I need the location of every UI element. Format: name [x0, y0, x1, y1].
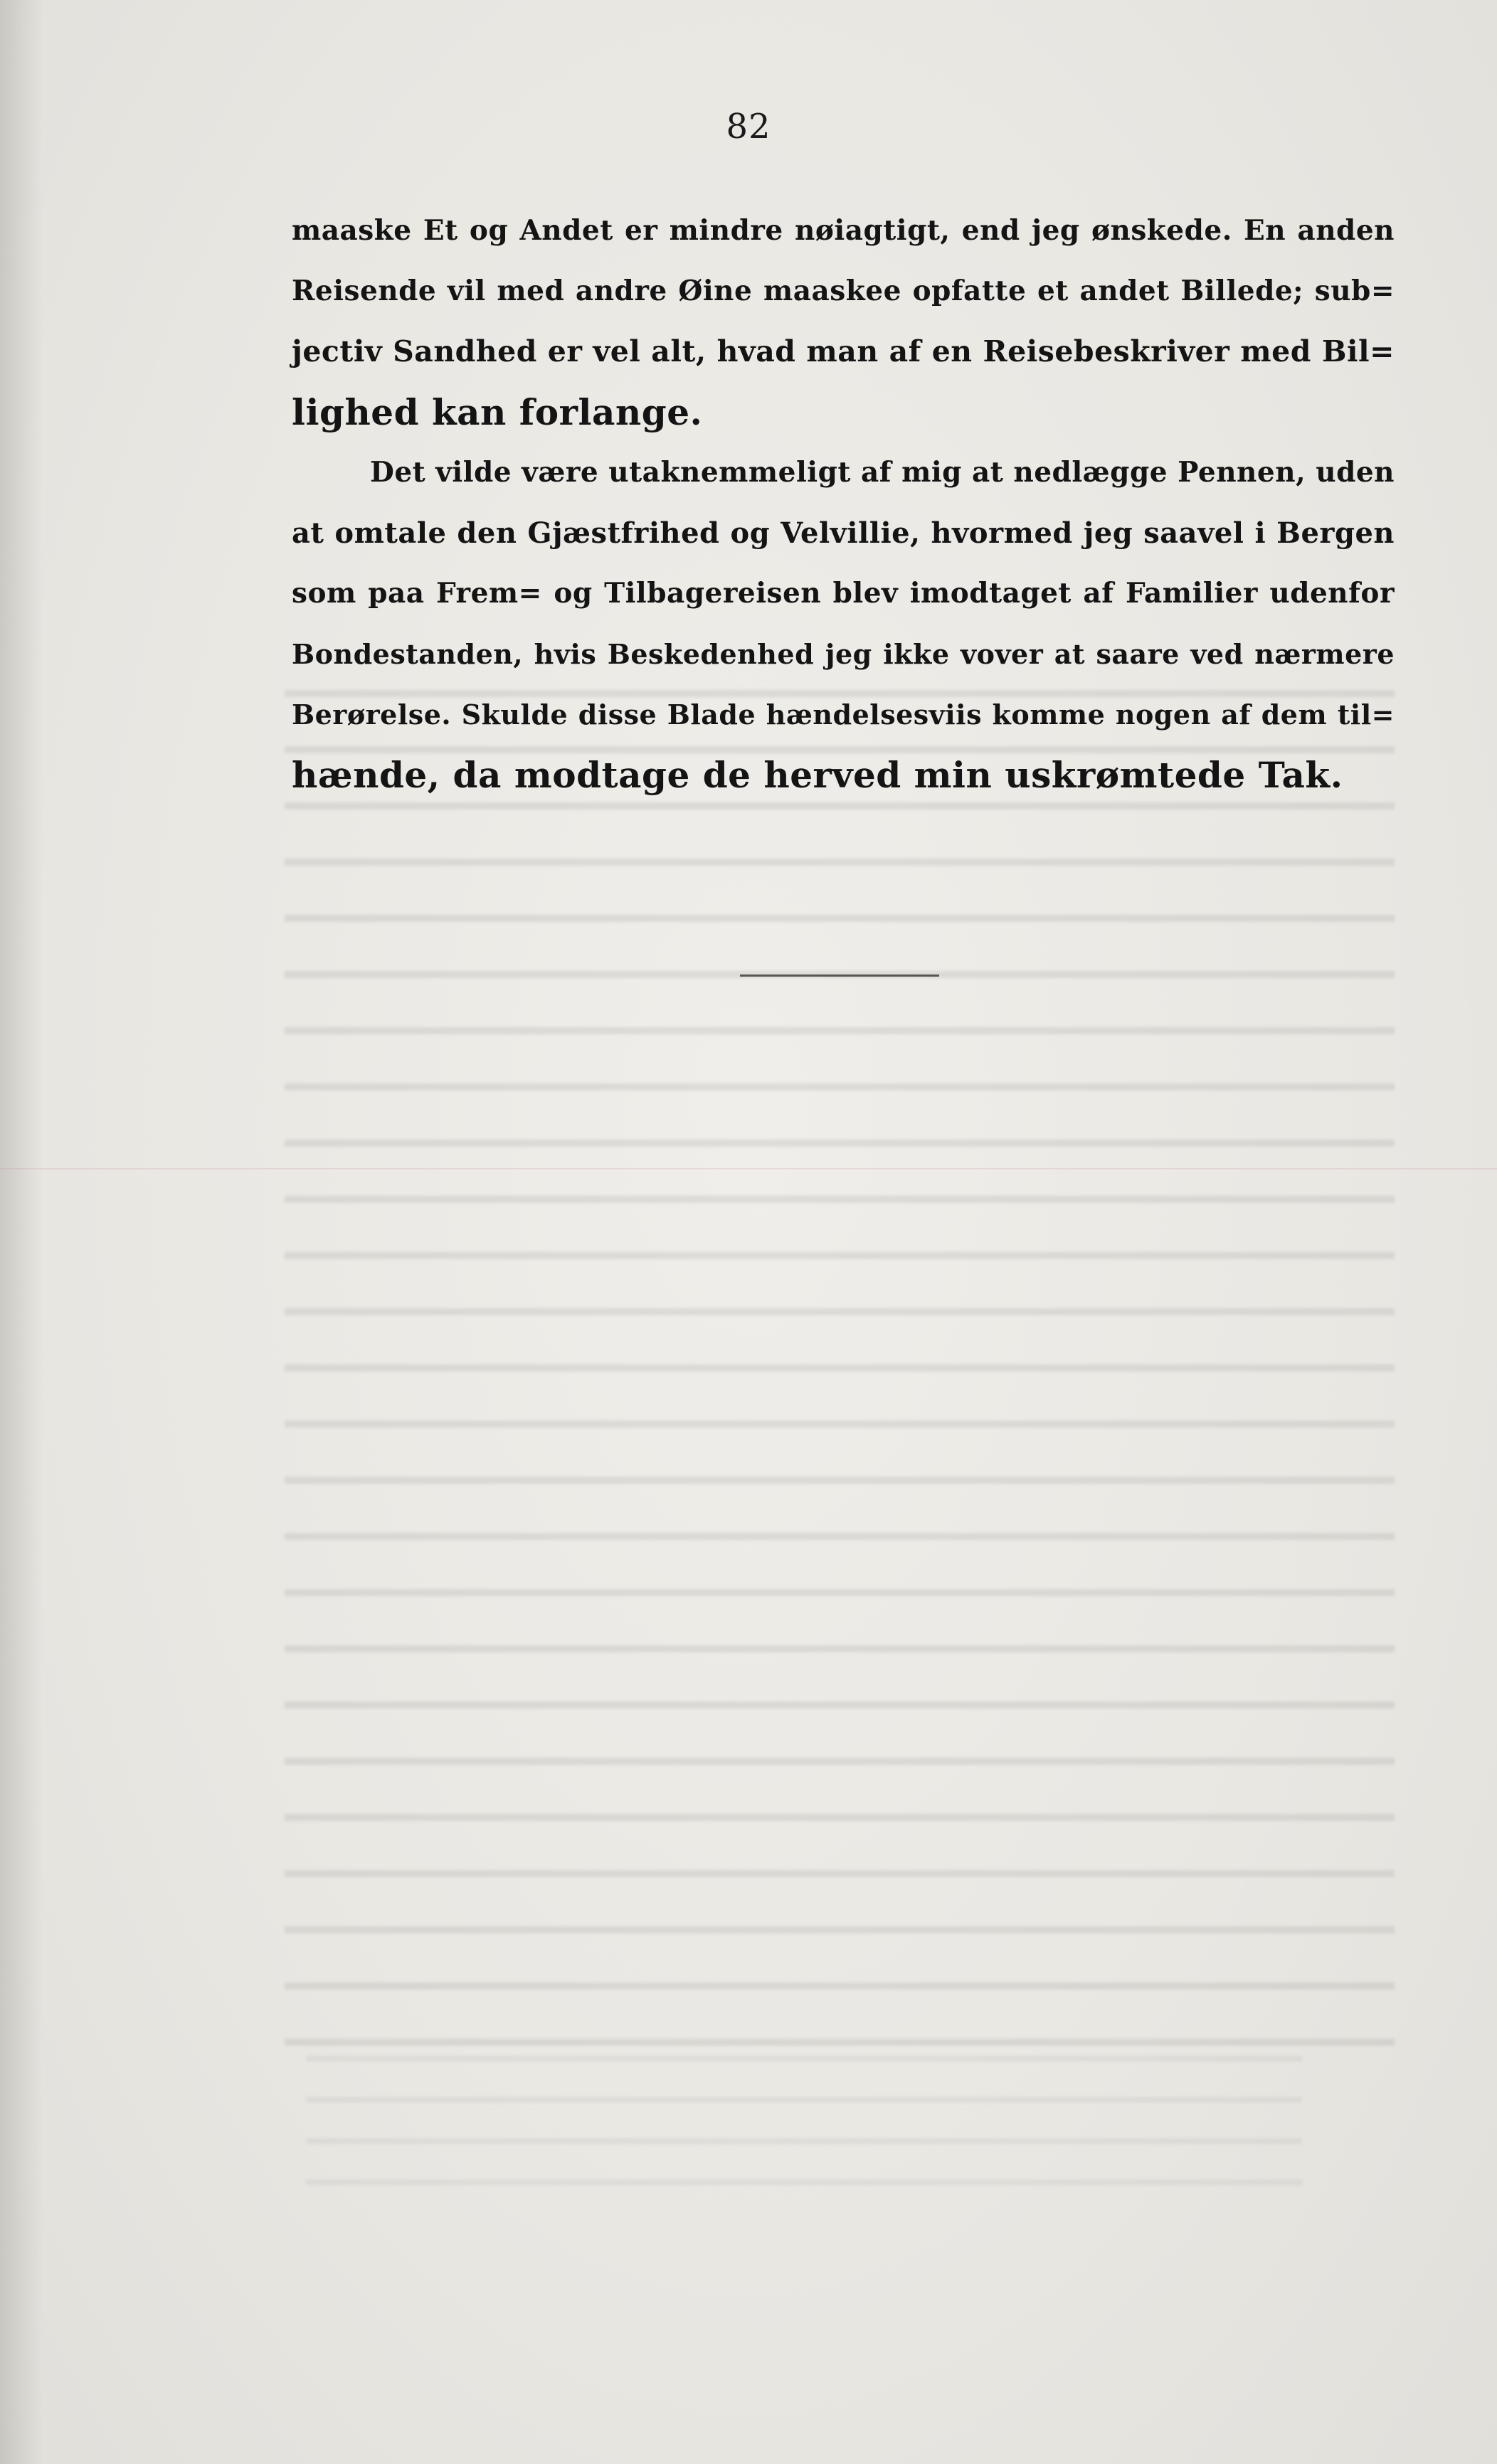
- body-text: [292, 201, 1395, 805]
- text-line: som paa Frem= og Tilbagereisen blev imodtaget af Familier udenfor: [292, 577, 1395, 610]
- text-line: Berørelse. Skulde disse Blade hændelsesviis komme nogen af dem til=: [292, 699, 1395, 731]
- text-line: Det vilde være utaknemmeligt af mig at nedlægge Pennen, uden: [370, 456, 1395, 489]
- text-line: at omtale den Gjæstfrihed og Velvillie, hvormed jeg saavel i Bergen: [292, 516, 1395, 550]
- page-number: 82: [726, 107, 771, 147]
- text-line: lighed kan forlange.: [292, 391, 703, 433]
- text-line: Bondestanden, hvis Beskedenhed jeg ikke vover at saare ved nærmere: [292, 638, 1395, 670]
- text-line: jectiv Sandhed er vel alt, hvad man af en Reisebeskriver med Bil=: [292, 334, 1395, 368]
- text-line: Reisende vil med andre Øine maaskee opfatte et andet Billede; sub=: [292, 275, 1395, 307]
- section-end-rule: [740, 975, 939, 977]
- page-edge-shadow: [0, 0, 43, 2464]
- reverse-side-bleed-through: [285, 662, 1395, 2084]
- text-line: maaske Et og Andet er mindre nøiagtigt, end jeg ønskede. En anden: [292, 214, 1395, 247]
- text-line: hænde, da modtage de herved min uskrømtede Tak.: [292, 754, 1343, 796]
- reverse-side-footnote-bleed: [306, 2034, 1302, 2212]
